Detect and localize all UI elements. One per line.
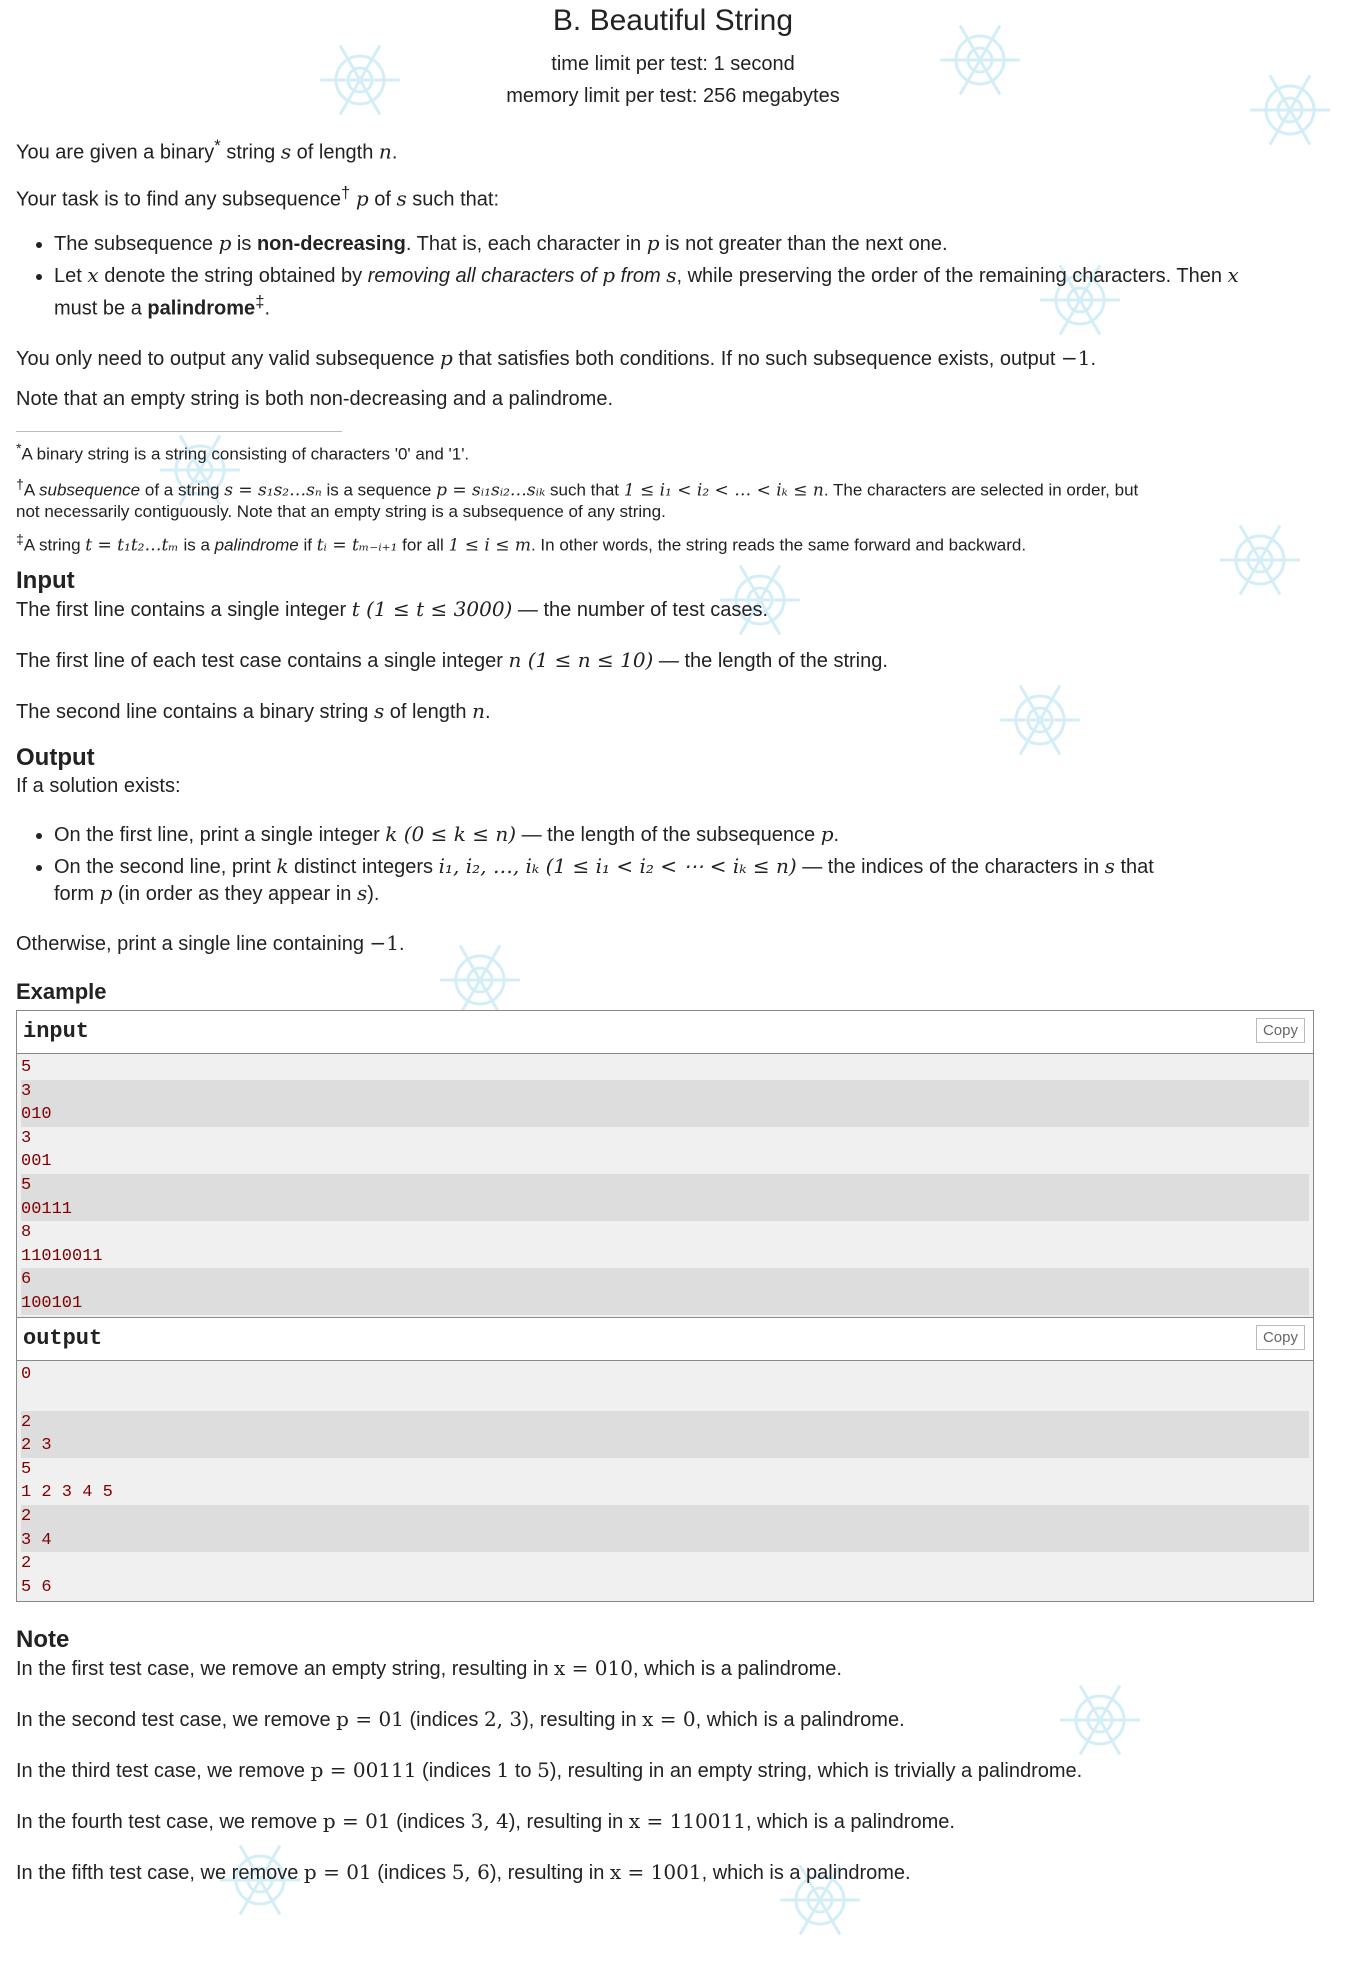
footnote-divider	[16, 431, 342, 432]
code-line: 5	[21, 1174, 1309, 1198]
code-line: 010	[21, 1103, 1309, 1127]
code-line: 2 3	[21, 1434, 1309, 1458]
code-line: 3	[21, 1128, 32, 1148]
input-spec	[16, 567, 1330, 726]
footnote: ‡A string t = t₁t₂…tₘ is a palindrome if tᵢ = tₘ₋ᵢ₊₁ for all 1 ≤ i ≤ m. In other words, the string reads the same forward and backward.	[16, 532, 1027, 556]
code-line: 0	[21, 1365, 32, 1385]
code-line: 8	[21, 1223, 32, 1243]
statement-paragraph: Note that an empty string is both non-decreasing and a palindrome.	[16, 387, 614, 410]
code-line: 1 2 3 4 5	[21, 1483, 113, 1503]
output-heading: Output	[16, 743, 95, 771]
note-section	[16, 1626, 1330, 1887]
output-code-block	[17, 1361, 1313, 1601]
code-line: 5	[21, 1459, 32, 1479]
list-item: • Let x denote the string obtained by removing all characters of p from s, while preserving the order of the remaining characters. Then x must be a palindrome‡.	[54, 260, 1330, 322]
input-code-block	[17, 1054, 1313, 1318]
note-paragraph: In the third test case, we remove p = 00111 (indices 1 to 5), resulting in an empty string, which is trivially a palindrome.	[16, 1758, 1083, 1783]
output-header	[17, 1318, 1313, 1361]
example-section	[16, 978, 1330, 1602]
copy-output-button[interactable]: Copy	[1256, 1325, 1305, 1350]
code-line: 001	[21, 1152, 52, 1172]
input-heading: Input	[16, 566, 75, 594]
output-paragraph: If a solution exists:	[16, 774, 181, 797]
input-label: input	[23, 1018, 90, 1044]
footnote: *A binary string is a string consisting of characters '0' and '1'.	[16, 440, 470, 464]
list-item: • On the second line, print k distinct integers i₁, i₂, …, iₖ (1 ≤ i₁ < i₂ < ⋯ < iₖ ≤ n) — the indices of the characters in s that form p (in order as they appear in s).	[54, 851, 1330, 907]
input-header	[17, 1011, 1313, 1054]
input-paragraph: The first line of each test case contains a single integer n (1 ≤ n ≤ 10) — the length of the string.	[16, 647, 888, 672]
code-line: 11010011	[21, 1246, 103, 1266]
output-list	[16, 818, 1330, 907]
note-paragraph: In the fifth test case, we remove p = 01 (indices 5, 6), resulting in x = 1001, which is a palindrome.	[16, 1860, 911, 1885]
note-paragraph: In the fourth test case, we remove p = 01 (indices 3, 4), resulting in x = 110011, which is a palindrome.	[16, 1809, 955, 1834]
note-paragraph: In the first test case, we remove an empty string, resulting in x = 010, which is a palindrome.	[16, 1656, 842, 1681]
memory-limit: memory limit per test: 256 megabytes	[506, 85, 840, 107]
example-box	[16, 1010, 1314, 1602]
list-item: • The subsequence p is non-decreasing. That is, each character in p is not greater than the next one.	[54, 227, 1330, 260]
code-line: 3 4	[21, 1529, 1309, 1553]
footnotes	[16, 438, 1330, 557]
code-line: 00111	[21, 1198, 1309, 1222]
time-limit: time limit per test: 1 second	[551, 53, 795, 75]
example-heading: Example	[16, 978, 107, 1004]
code-line: 2	[21, 1411, 1309, 1435]
problem-header	[16, 0, 1330, 112]
conditions-list	[16, 227, 1330, 322]
code-line: 2	[21, 1554, 32, 1574]
problem-title: B. Beautiful String	[552, 4, 794, 37]
copy-input-button[interactable]: Copy	[1256, 1018, 1305, 1043]
output-spec	[16, 744, 1330, 958]
output-paragraph: Otherwise, print a single line containing −1.	[16, 930, 405, 955]
code-line	[21, 1387, 1309, 1411]
code-line: 5	[21, 1057, 32, 1077]
statement-paragraph: Your task is to find any subsequence† p of s such that:	[16, 182, 500, 211]
code-line: 5 6	[21, 1577, 52, 1597]
code-line: 6	[21, 1268, 1309, 1292]
note-paragraph: In the second test case, we remove p = 01 (indices 2, 3), resulting in x = 0, which is a palindrome.	[16, 1707, 905, 1732]
statement-paragraph: You only need to output any valid subsequence p that satisfies both conditions. If no such subsequence exists, output −1.	[16, 345, 1097, 370]
note-heading: Note	[16, 1626, 70, 1654]
problem-statement	[16, 132, 1330, 413]
code-line: 100101	[21, 1292, 1309, 1316]
footnote: †A subsequence of a string s = s₁s₂…sₙ is a sequence p = sᵢ₁sᵢ₂…sᵢₖ such that 1 ≤ i₁ < i₂ < … < iₖ ≤ n. The characters are selected in order, but not necessarily contiguously. Note that an empty string is a subsequence of any string.	[16, 476, 1139, 522]
statement-paragraph: You are given a binary* string s of length n.	[16, 136, 398, 164]
code-line: 2	[21, 1505, 1309, 1529]
input-paragraph: The first line contains a single integer t (1 ≤ t ≤ 3000) — the number of test cases.	[16, 596, 769, 621]
code-line: 3	[21, 1080, 1309, 1104]
list-item: • On the first line, print a single integer k (0 ≤ k ≤ n) — the length of the subsequence p.	[54, 818, 1330, 851]
input-paragraph: The second line contains a binary string s of length n.	[16, 698, 491, 723]
output-label: output	[23, 1326, 103, 1352]
